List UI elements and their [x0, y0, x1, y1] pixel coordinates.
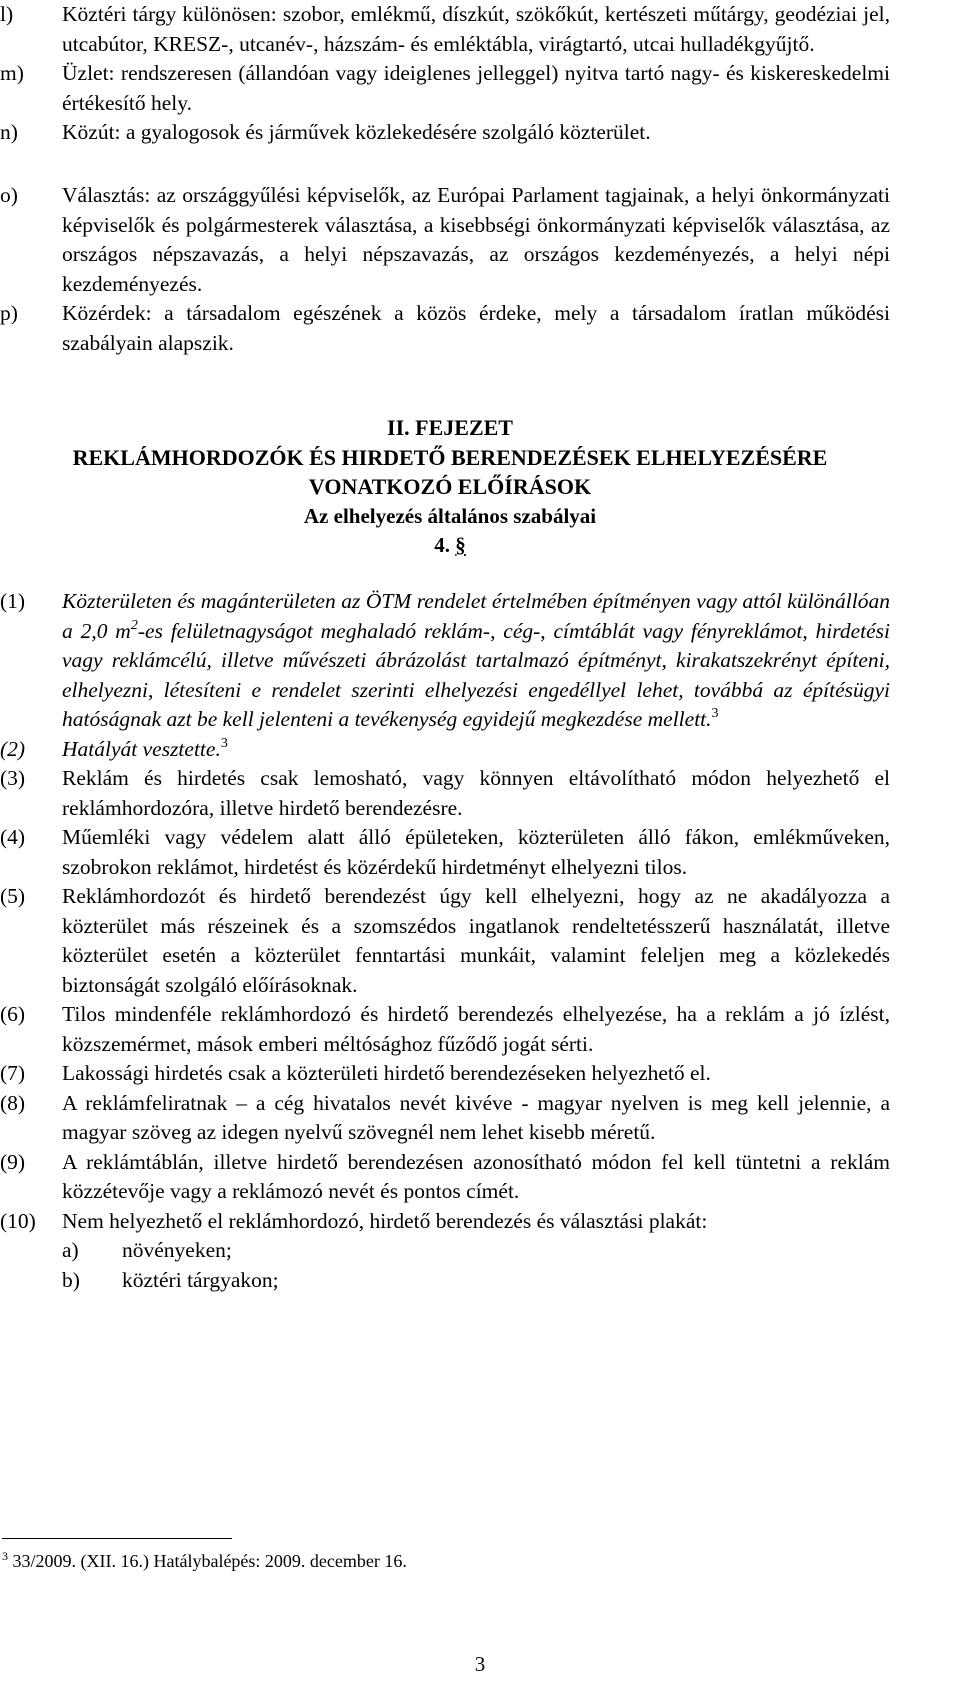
- sub-item-a: [0, 1236, 890, 1266]
- definition-label: l): [0, 2, 14, 26]
- section-num-text: 4.: [434, 533, 450, 557]
- paragraph-label: (4): [0, 825, 26, 849]
- paragraph-5: [0, 882, 890, 1000]
- sub-item-b: [0, 1266, 890, 1296]
- definition-m: [0, 59, 890, 118]
- footnote-ref[interactable]: 3: [711, 706, 719, 721]
- paragraph-label: (2): [0, 736, 26, 761]
- definition-label: n): [0, 120, 18, 144]
- definition-text: Közút: a gyalogosok és járművek közlekedésére szolgáló közterület.: [62, 120, 651, 144]
- paragraph-text: A reklámtáblán, illetve hirdető berendezésen azonosítható módon fel kell tüntetni a reklám közzétevője vagy a reklámozó nevét és pontos címét.: [62, 1149, 890, 1203]
- sub-item-label: a): [62, 1238, 79, 1262]
- paragraph-10: [0, 1207, 890, 1237]
- paragraph-label: (8): [0, 1090, 26, 1115]
- paragraph-label: (3): [0, 766, 26, 790]
- paragraph-9: [0, 1148, 890, 1207]
- definition-text: Közérdek: a társadalom egészének a közös érdeke, mely a társadalom íratlan működési szabályain alapszik.: [62, 301, 890, 355]
- definition-text: Választás: az országgyűlési képviselők, az Európai Parlament tagjainak, a helyi önkormányzati képviselők és polgármesterek választása, a kisebbségi önkormányzati képviselők választása, az országos népszavazás, a helyi népszavazás, az országos kezdeményezés, a helyi népi kezdeményezés.: [62, 183, 890, 296]
- paragraph-text: Műemléki vagy védelem alatt álló épületeken, közterületen álló fákon, emlékműveken, szobrokon reklámot, hirdetést és közérdekű hirdetményt elhelyezni tilos.: [62, 825, 890, 879]
- definition-n: [0, 118, 890, 148]
- paragraph-text-part: -es felületnagyságot meghaladó reklám-, cég-, címtáblát vagy fényreklámot, hirdetési vagy reklámcélú, illetve művészeti ábrázolást tartalmazó építményt, kirakatszekrényt építeni, elhelyezni, létesíteni e rendelet szerinti elhelyezési engedéllyel lehet, továbbá az építésügyi hatóságnak azt be kell jelenteni a tevékenység egyidejű megkezdése mellett.: [62, 618, 890, 731]
- paragraph-text: [62, 587, 890, 735]
- paragraph-text: Nem helyezhető el reklámhordozó, hirdető berendezés és választási plakát:: [62, 1208, 708, 1233]
- definition-text: Üzlet: rendszeresen (állandóan vagy ideiglenes jelleggel) nyitva tartó nagy- és kiskereskedelmi értékesítő hely.: [62, 61, 890, 115]
- paragraph-text: Reklám és hirdetés csak lemosható, vagy könnyen eltávolítható módon helyezhető el reklámhordozóra, illetve hirdető berendezésre.: [62, 766, 890, 820]
- paragraph-list: [0, 587, 890, 1295]
- definition-text: Köztéri tárgy különösen: szobor, emlékmű, díszkút, szökőkút, kertészeti műtárgy, geodéziai jel, utcabútor, KRESZ-, utcanév-, házszám- és emléktábla, virágtartó, utcai hulladékgyűjtő.: [62, 2, 890, 56]
- paragraph-text-part: Hatályát vesztette.: [62, 736, 221, 761]
- definition-label: p): [0, 301, 18, 325]
- sub-item-text: köztéri tárgyakon;: [122, 1267, 279, 1292]
- chapter-heading: [0, 413, 900, 561]
- paragraph-label: (5): [0, 884, 26, 908]
- paragraph-label: (10): [0, 1208, 36, 1233]
- section-number: [0, 531, 900, 561]
- paragraph-1: [0, 587, 890, 735]
- paragraph-4: [0, 823, 890, 882]
- paragraph-text: A reklámfeliratnak – a cég hivatalos nevét kivéve - magyar nyelven is meg kell jelennie, a magyar szöveg az idegen nyelvű szövegnél nem lehet kisebb méretű.: [62, 1090, 890, 1144]
- paragraph-text: [62, 735, 890, 765]
- paragraph-7: [0, 1059, 890, 1089]
- footnote-divider: [2, 1538, 232, 1539]
- definition-list-top: [0, 0, 890, 148]
- page-number: 3: [474, 1652, 486, 1676]
- paragraph-text: Tilos mindenféle reklámhordozó és hirdető berendezés elhelyezése, ha a reklám a jó ízlést, közszemérmet, mások emberi méltósághoz fűződő jogát sérti.: [62, 1002, 890, 1056]
- paragraph-label: (1): [0, 589, 26, 613]
- definition-label: m): [0, 61, 24, 85]
- paragraph-2: [0, 735, 890, 765]
- sub-item-label: b): [62, 1267, 80, 1292]
- paragraph-8: [0, 1089, 890, 1148]
- footnote: [2, 1550, 407, 1572]
- chapter-title-line1: REKLÁMHORDOZÓK ÉS HIRDETŐ BERENDEZÉSEK ELHELYEZÉSÉRE: [72, 444, 828, 470]
- paragraph-3: [0, 764, 890, 823]
- definition-label: o): [0, 183, 18, 207]
- section-subtitle: Az elhelyezés általános szabályai: [303, 503, 597, 528]
- superscript: 2: [130, 617, 138, 633]
- definition-p: [0, 299, 890, 358]
- definition-l: [0, 0, 890, 59]
- footnote-number: 3: [2, 1549, 8, 1563]
- paragraph-label: (7): [0, 1061, 26, 1085]
- paragraph-label: (6): [0, 1002, 26, 1026]
- paragraph-text-part: Közterületen és magánterületen az ÖTM rendelet értelmében építményen vagy attól különállóan a 2,0 m: [62, 589, 890, 643]
- chapter-number: II. FEJEZET: [387, 415, 513, 440]
- footnote-text: 33/2009. (XII. 16.) Hatálybalépés: 2009. december 16.: [12, 1551, 407, 1571]
- sub-item-text: növényeken;: [122, 1238, 232, 1262]
- definition-o: [0, 181, 890, 299]
- definition-list-bottom: [0, 181, 890, 358]
- paragraph-text: Lakossági hirdetés csak a közterületi hirdető berendezéseken helyezhető el.: [62, 1061, 711, 1085]
- footnote-ref[interactable]: 3: [220, 735, 228, 751]
- paragraph-label: (9): [0, 1149, 26, 1174]
- section-sign: §: [455, 533, 466, 557]
- paragraph-6: [0, 1000, 890, 1059]
- chapter-title-line2: VONATKOZÓ ELŐÍRÁSOK: [308, 474, 592, 499]
- paragraph-text: Reklámhordozót és hirdető berendezést úgy kell elhelyezni, hogy az ne akadályozza a közterület más részeinek és a szomszédos ingatlanok rendeltetésszerű használatát, illetve közterület esetén a közterület fenntartási munkáit, valamint feleljen meg a közlekedés biztonságát szolgáló előírásoknak.: [62, 884, 890, 997]
